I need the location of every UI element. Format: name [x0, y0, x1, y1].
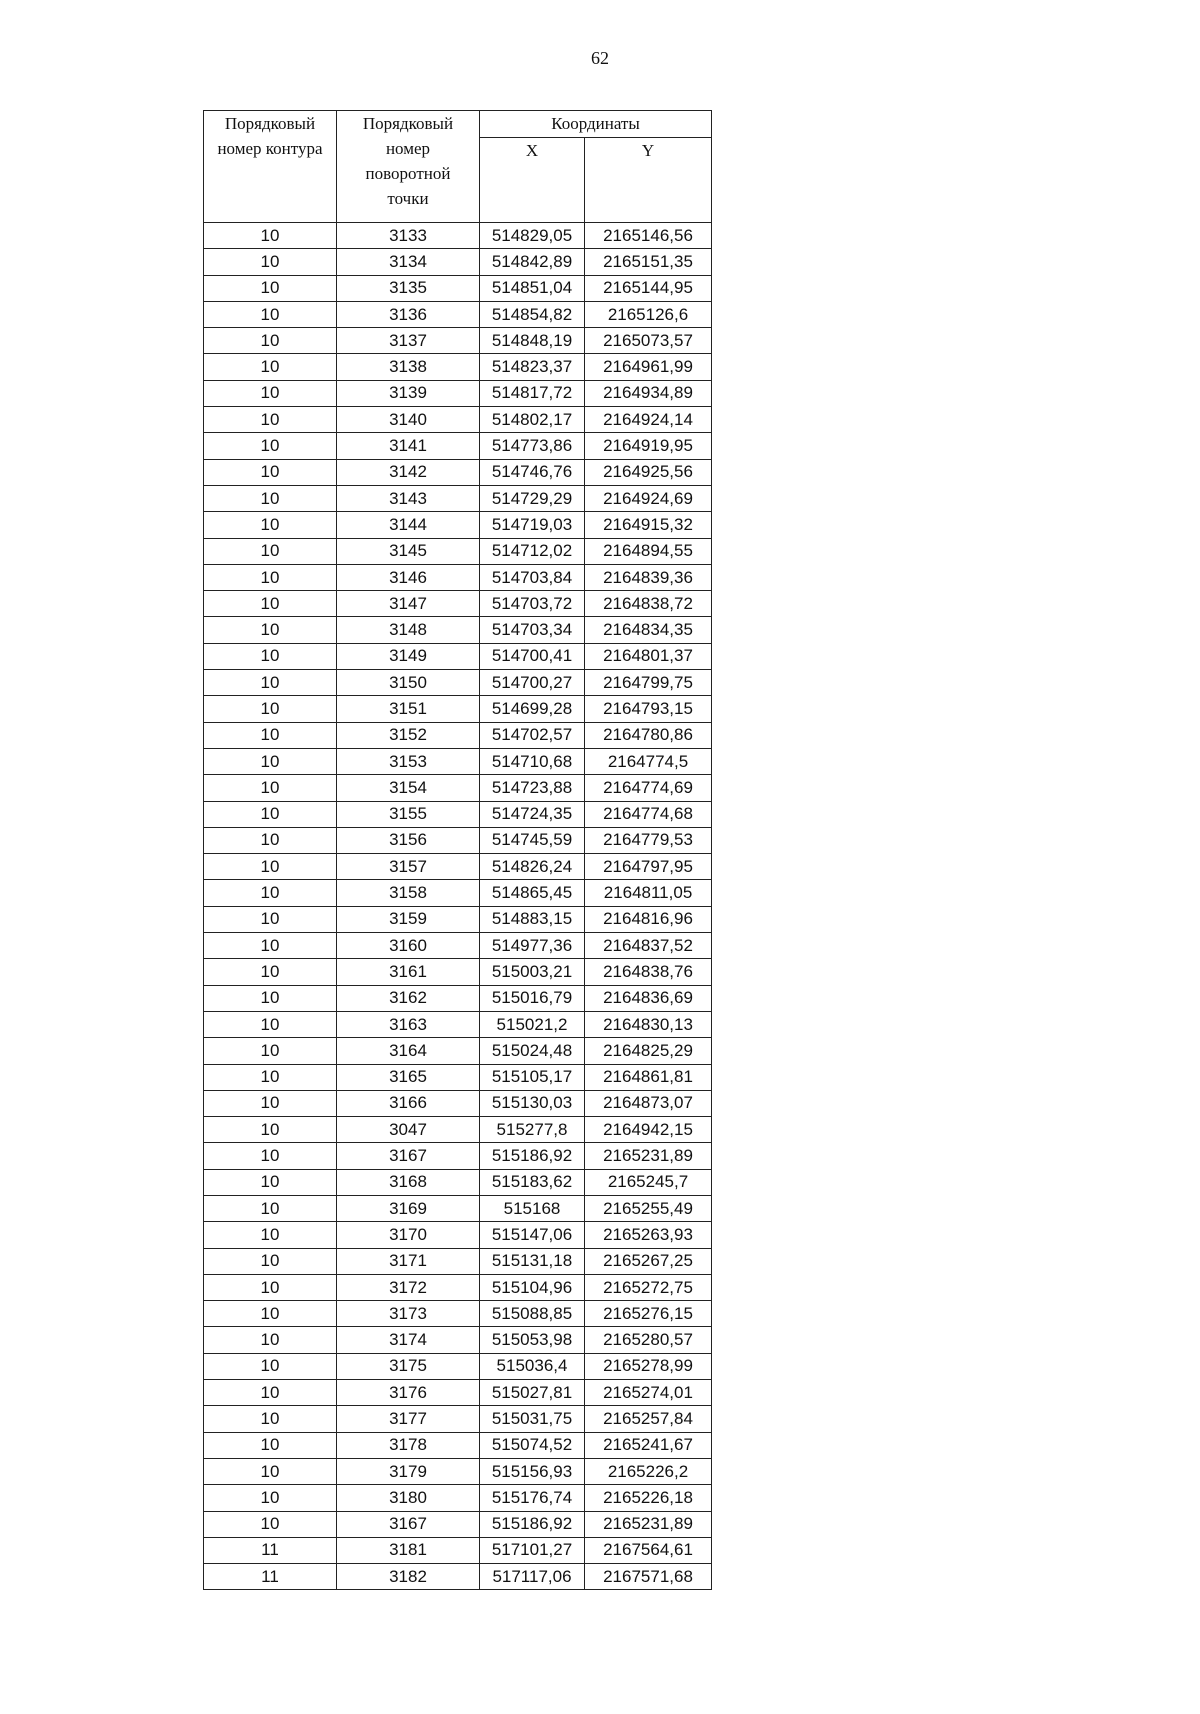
table-row [204, 906, 712, 932]
y-coordinate-cell: 2165257,84 [585, 1406, 712, 1432]
x-coordinate-cell: 514729,29 [480, 485, 585, 511]
contour-number-cell: 10 [204, 1038, 337, 1064]
page-number: 62 [591, 48, 609, 68]
point-number-cell: 3163 [337, 1011, 480, 1037]
table-row [204, 380, 712, 406]
y-coordinate-cell: 2164942,15 [585, 1117, 712, 1143]
header-point-number: Порядковый номер поворотной точки [337, 111, 480, 223]
contour-number-cell: 10 [204, 933, 337, 959]
contour-number-cell: 10 [204, 512, 337, 538]
point-number-cell: 3180 [337, 1485, 480, 1511]
y-coordinate-cell: 2164919,95 [585, 433, 712, 459]
x-coordinate-cell: 515183,62 [480, 1169, 585, 1195]
table-row [204, 1458, 712, 1484]
table-row [204, 1537, 712, 1563]
contour-number-cell: 10 [204, 459, 337, 485]
table-row [204, 1380, 712, 1406]
point-number-cell: 3182 [337, 1564, 480, 1590]
point-number-cell: 3172 [337, 1274, 480, 1300]
table-row [204, 670, 712, 696]
point-number-cell: 3137 [337, 328, 480, 354]
y-coordinate-cell: 2167571,68 [585, 1564, 712, 1590]
point-number-cell: 3140 [337, 407, 480, 433]
contour-number-cell: 10 [204, 643, 337, 669]
contour-number-cell: 10 [204, 1432, 337, 1458]
table-row [204, 854, 712, 880]
y-coordinate-cell: 2164779,53 [585, 827, 712, 853]
point-number-cell: 3164 [337, 1038, 480, 1064]
y-coordinate-cell: 2165274,01 [585, 1380, 712, 1406]
y-coordinate-cell: 2164797,95 [585, 854, 712, 880]
point-number-cell: 3138 [337, 354, 480, 380]
y-coordinate-cell: 2165126,6 [585, 301, 712, 327]
point-number-cell: 3145 [337, 538, 480, 564]
point-number-cell: 3148 [337, 617, 480, 643]
table-row [204, 643, 712, 669]
table-row [204, 880, 712, 906]
contour-number-cell: 10 [204, 801, 337, 827]
y-coordinate-cell: 2164837,52 [585, 933, 712, 959]
point-number-cell: 3165 [337, 1064, 480, 1090]
table-header [204, 111, 712, 223]
contour-number-cell: 10 [204, 906, 337, 932]
coordinates-table [203, 110, 712, 1590]
point-number-cell: 3146 [337, 564, 480, 590]
table-row [204, 1195, 712, 1221]
table-row [204, 1038, 712, 1064]
x-coordinate-cell: 517101,27 [480, 1537, 585, 1563]
table-row [204, 328, 712, 354]
point-number-cell: 3170 [337, 1222, 480, 1248]
table-row [204, 775, 712, 801]
contour-number-cell: 10 [204, 748, 337, 774]
point-number-cell: 3178 [337, 1432, 480, 1458]
x-coordinate-cell: 515021,2 [480, 1011, 585, 1037]
y-coordinate-cell: 2165241,67 [585, 1432, 712, 1458]
point-number-cell: 3136 [337, 301, 480, 327]
x-coordinate-cell: 514854,82 [480, 301, 585, 327]
table-row [204, 223, 712, 249]
x-coordinate-cell: 515016,79 [480, 985, 585, 1011]
point-number-cell: 3153 [337, 748, 480, 774]
point-number-cell: 3150 [337, 670, 480, 696]
y-coordinate-cell: 2164961,99 [585, 354, 712, 380]
x-coordinate-cell: 515186,92 [480, 1143, 585, 1169]
point-number-cell: 3167 [337, 1143, 480, 1169]
table-row [204, 1090, 712, 1116]
table-row [204, 959, 712, 985]
x-coordinate-cell: 515003,21 [480, 959, 585, 985]
contour-number-cell: 10 [204, 223, 337, 249]
table-row [204, 1432, 712, 1458]
table-row [204, 1511, 712, 1537]
table-row [204, 827, 712, 853]
y-coordinate-cell: 2164774,5 [585, 748, 712, 774]
contour-number-cell: 10 [204, 1327, 337, 1353]
table-row [204, 1222, 712, 1248]
y-coordinate-cell: 2164816,96 [585, 906, 712, 932]
y-coordinate-cell: 2164780,86 [585, 722, 712, 748]
table-row [204, 801, 712, 827]
y-coordinate-cell: 2164925,56 [585, 459, 712, 485]
point-number-cell: 3169 [337, 1195, 480, 1221]
header-x: X [480, 138, 585, 223]
y-coordinate-cell: 2164836,69 [585, 985, 712, 1011]
y-coordinate-cell: 2164811,05 [585, 880, 712, 906]
contour-number-cell: 10 [204, 301, 337, 327]
header-coordinates: Координаты [480, 111, 712, 138]
y-coordinate-cell: 2167564,61 [585, 1537, 712, 1563]
contour-number-cell: 10 [204, 1222, 337, 1248]
contour-number-cell: 10 [204, 1274, 337, 1300]
point-number-cell: 3171 [337, 1248, 480, 1274]
x-coordinate-cell: 514710,68 [480, 748, 585, 774]
y-coordinate-cell: 2164839,36 [585, 564, 712, 590]
table-row [204, 1117, 712, 1143]
table-row [204, 591, 712, 617]
point-number-cell: 3175 [337, 1353, 480, 1379]
point-number-cell: 3152 [337, 722, 480, 748]
table-row [204, 1406, 712, 1432]
point-number-cell: 3160 [337, 933, 480, 959]
contour-number-cell: 11 [204, 1537, 337, 1563]
y-coordinate-cell: 2165272,75 [585, 1274, 712, 1300]
x-coordinate-cell: 515104,96 [480, 1274, 585, 1300]
table-row [204, 564, 712, 590]
contour-number-cell: 10 [204, 696, 337, 722]
point-number-cell: 3181 [337, 1537, 480, 1563]
y-coordinate-cell: 2165231,89 [585, 1511, 712, 1537]
x-coordinate-cell: 514746,76 [480, 459, 585, 485]
contour-number-cell: 10 [204, 1011, 337, 1037]
x-coordinate-cell: 515131,18 [480, 1248, 585, 1274]
point-number-cell: 3161 [337, 959, 480, 985]
y-coordinate-cell: 2164861,81 [585, 1064, 712, 1090]
x-coordinate-cell: 515168 [480, 1195, 585, 1221]
x-coordinate-cell: 514700,27 [480, 670, 585, 696]
y-coordinate-cell: 2164838,76 [585, 959, 712, 985]
y-coordinate-cell: 2165280,57 [585, 1327, 712, 1353]
table-row [204, 1011, 712, 1037]
contour-number-cell: 10 [204, 1406, 337, 1432]
x-coordinate-cell: 514703,84 [480, 564, 585, 590]
table-row [204, 1169, 712, 1195]
point-number-cell: 3142 [337, 459, 480, 485]
x-coordinate-cell: 514712,02 [480, 538, 585, 564]
x-coordinate-cell: 515024,48 [480, 1038, 585, 1064]
y-coordinate-cell: 2164934,89 [585, 380, 712, 406]
point-number-cell: 3141 [337, 433, 480, 459]
contour-number-cell: 10 [204, 1353, 337, 1379]
point-number-cell: 3177 [337, 1406, 480, 1432]
point-number-cell: 3151 [337, 696, 480, 722]
contour-number-cell: 10 [204, 485, 337, 511]
y-coordinate-cell: 2165226,2 [585, 1458, 712, 1484]
point-number-cell: 3155 [337, 801, 480, 827]
y-coordinate-cell: 2164894,55 [585, 538, 712, 564]
table-row [204, 1301, 712, 1327]
table-row [204, 696, 712, 722]
x-coordinate-cell: 515088,85 [480, 1301, 585, 1327]
table-row [204, 985, 712, 1011]
contour-number-cell: 10 [204, 880, 337, 906]
table-row [204, 1485, 712, 1511]
y-coordinate-cell: 2165276,15 [585, 1301, 712, 1327]
contour-number-cell: 10 [204, 1169, 337, 1195]
x-coordinate-cell: 515130,03 [480, 1090, 585, 1116]
table-row [204, 722, 712, 748]
y-coordinate-cell: 2165231,89 [585, 1143, 712, 1169]
contour-number-cell: 10 [204, 275, 337, 301]
point-number-cell: 3135 [337, 275, 480, 301]
y-coordinate-cell: 2165146,56 [585, 223, 712, 249]
table-body [204, 223, 712, 1590]
contour-number-cell: 11 [204, 1564, 337, 1590]
x-coordinate-cell: 515186,92 [480, 1511, 585, 1537]
contour-number-cell: 10 [204, 1248, 337, 1274]
contour-number-cell: 10 [204, 959, 337, 985]
contour-number-cell: 10 [204, 854, 337, 880]
contour-number-cell: 10 [204, 249, 337, 275]
contour-number-cell: 10 [204, 827, 337, 853]
point-number-cell: 3047 [337, 1117, 480, 1143]
x-coordinate-cell: 514848,19 [480, 328, 585, 354]
y-coordinate-cell: 2165151,35 [585, 249, 712, 275]
x-coordinate-cell: 514703,72 [480, 591, 585, 617]
x-coordinate-cell: 514823,37 [480, 354, 585, 380]
table-row [204, 459, 712, 485]
x-coordinate-cell: 515156,93 [480, 1458, 585, 1484]
table-row [204, 538, 712, 564]
y-coordinate-cell: 2164924,69 [585, 485, 712, 511]
point-number-cell: 3162 [337, 985, 480, 1011]
x-coordinate-cell: 515277,8 [480, 1117, 585, 1143]
table-row [204, 1143, 712, 1169]
y-coordinate-cell: 2165073,57 [585, 328, 712, 354]
header-y: Y [585, 138, 712, 223]
y-coordinate-cell: 2164924,14 [585, 407, 712, 433]
x-coordinate-cell: 514802,17 [480, 407, 585, 433]
y-coordinate-cell: 2164774,69 [585, 775, 712, 801]
point-number-cell: 3156 [337, 827, 480, 853]
table-row [204, 485, 712, 511]
table-row [204, 512, 712, 538]
contour-number-cell: 10 [204, 1485, 337, 1511]
y-coordinate-cell: 2164774,68 [585, 801, 712, 827]
point-number-cell: 3139 [337, 380, 480, 406]
contour-number-cell: 10 [204, 985, 337, 1011]
table-row [204, 1327, 712, 1353]
table-row [204, 275, 712, 301]
x-coordinate-cell: 515074,52 [480, 1432, 585, 1458]
table-row [204, 433, 712, 459]
y-coordinate-cell: 2165267,25 [585, 1248, 712, 1274]
table-row [204, 407, 712, 433]
y-coordinate-cell: 2165263,93 [585, 1222, 712, 1248]
x-coordinate-cell: 515036,4 [480, 1353, 585, 1379]
point-number-cell: 3133 [337, 223, 480, 249]
x-coordinate-cell: 515053,98 [480, 1327, 585, 1353]
point-number-cell: 3149 [337, 643, 480, 669]
y-coordinate-cell: 2165278,99 [585, 1353, 712, 1379]
x-coordinate-cell: 514702,57 [480, 722, 585, 748]
y-coordinate-cell: 2165255,49 [585, 1195, 712, 1221]
table-row [204, 748, 712, 774]
contour-number-cell: 10 [204, 1117, 337, 1143]
table-row [204, 617, 712, 643]
point-number-cell: 3143 [337, 485, 480, 511]
x-coordinate-cell: 514719,03 [480, 512, 585, 538]
contour-number-cell: 10 [204, 380, 337, 406]
x-coordinate-cell: 514829,05 [480, 223, 585, 249]
y-coordinate-cell: 2164830,13 [585, 1011, 712, 1037]
x-coordinate-cell: 514842,89 [480, 249, 585, 275]
contour-number-cell: 10 [204, 433, 337, 459]
point-number-cell: 3134 [337, 249, 480, 275]
table-row [204, 301, 712, 327]
x-coordinate-cell: 514703,34 [480, 617, 585, 643]
point-number-cell: 3154 [337, 775, 480, 801]
point-number-cell: 3157 [337, 854, 480, 880]
x-coordinate-cell: 514723,88 [480, 775, 585, 801]
contour-number-cell: 10 [204, 722, 337, 748]
contour-number-cell: 10 [204, 1064, 337, 1090]
x-coordinate-cell: 515147,06 [480, 1222, 585, 1248]
contour-number-cell: 10 [204, 1301, 337, 1327]
y-coordinate-cell: 2164793,15 [585, 696, 712, 722]
x-coordinate-cell: 514865,45 [480, 880, 585, 906]
y-coordinate-cell: 2164799,75 [585, 670, 712, 696]
y-coordinate-cell: 2164838,72 [585, 591, 712, 617]
y-coordinate-cell: 2165245,7 [585, 1169, 712, 1195]
point-number-cell: 3179 [337, 1458, 480, 1484]
contour-number-cell: 10 [204, 591, 337, 617]
x-coordinate-cell: 514851,04 [480, 275, 585, 301]
y-coordinate-cell: 2164915,32 [585, 512, 712, 538]
x-coordinate-cell: 515105,17 [480, 1064, 585, 1090]
x-coordinate-cell: 517117,06 [480, 1564, 585, 1590]
table-row [204, 354, 712, 380]
x-coordinate-cell: 515031,75 [480, 1406, 585, 1432]
header-contour-number: Порядковый номер контура [204, 111, 337, 223]
contour-number-cell: 10 [204, 1458, 337, 1484]
x-coordinate-cell: 514724,35 [480, 801, 585, 827]
contour-number-cell: 10 [204, 1090, 337, 1116]
point-number-cell: 3159 [337, 906, 480, 932]
table-row [204, 1353, 712, 1379]
y-coordinate-cell: 2164801,37 [585, 643, 712, 669]
x-coordinate-cell: 514883,15 [480, 906, 585, 932]
contour-number-cell: 10 [204, 1511, 337, 1537]
table-row [204, 1064, 712, 1090]
x-coordinate-cell: 514700,41 [480, 643, 585, 669]
x-coordinate-cell: 514977,36 [480, 933, 585, 959]
y-coordinate-cell: 2164825,29 [585, 1038, 712, 1064]
x-coordinate-cell: 514745,59 [480, 827, 585, 853]
contour-number-cell: 10 [204, 1380, 337, 1406]
contour-number-cell: 10 [204, 1195, 337, 1221]
table-row [204, 1248, 712, 1274]
point-number-cell: 3176 [337, 1380, 480, 1406]
x-coordinate-cell: 514826,24 [480, 854, 585, 880]
x-coordinate-cell: 514699,28 [480, 696, 585, 722]
contour-number-cell: 10 [204, 775, 337, 801]
contour-number-cell: 10 [204, 538, 337, 564]
point-number-cell: 3144 [337, 512, 480, 538]
table-row [204, 249, 712, 275]
contour-number-cell: 10 [204, 328, 337, 354]
contour-number-cell: 10 [204, 354, 337, 380]
point-number-cell: 3158 [337, 880, 480, 906]
contour-number-cell: 10 [204, 407, 337, 433]
table-row [204, 933, 712, 959]
point-number-cell: 3167 [337, 1511, 480, 1537]
y-coordinate-cell: 2165144,95 [585, 275, 712, 301]
point-number-cell: 3173 [337, 1301, 480, 1327]
y-coordinate-cell: 2164873,07 [585, 1090, 712, 1116]
y-coordinate-cell: 2164834,35 [585, 617, 712, 643]
contour-number-cell: 10 [204, 1143, 337, 1169]
point-number-cell: 3147 [337, 591, 480, 617]
x-coordinate-cell: 514817,72 [480, 380, 585, 406]
x-coordinate-cell: 515176,74 [480, 1485, 585, 1511]
point-number-cell: 3166 [337, 1090, 480, 1116]
contour-number-cell: 10 [204, 670, 337, 696]
point-number-cell: 3168 [337, 1169, 480, 1195]
x-coordinate-cell: 515027,81 [480, 1380, 585, 1406]
table-row [204, 1564, 712, 1590]
contour-number-cell: 10 [204, 564, 337, 590]
contour-number-cell: 10 [204, 617, 337, 643]
x-coordinate-cell: 514773,86 [480, 433, 585, 459]
table-row [204, 1274, 712, 1300]
y-coordinate-cell: 2165226,18 [585, 1485, 712, 1511]
point-number-cell: 3174 [337, 1327, 480, 1353]
